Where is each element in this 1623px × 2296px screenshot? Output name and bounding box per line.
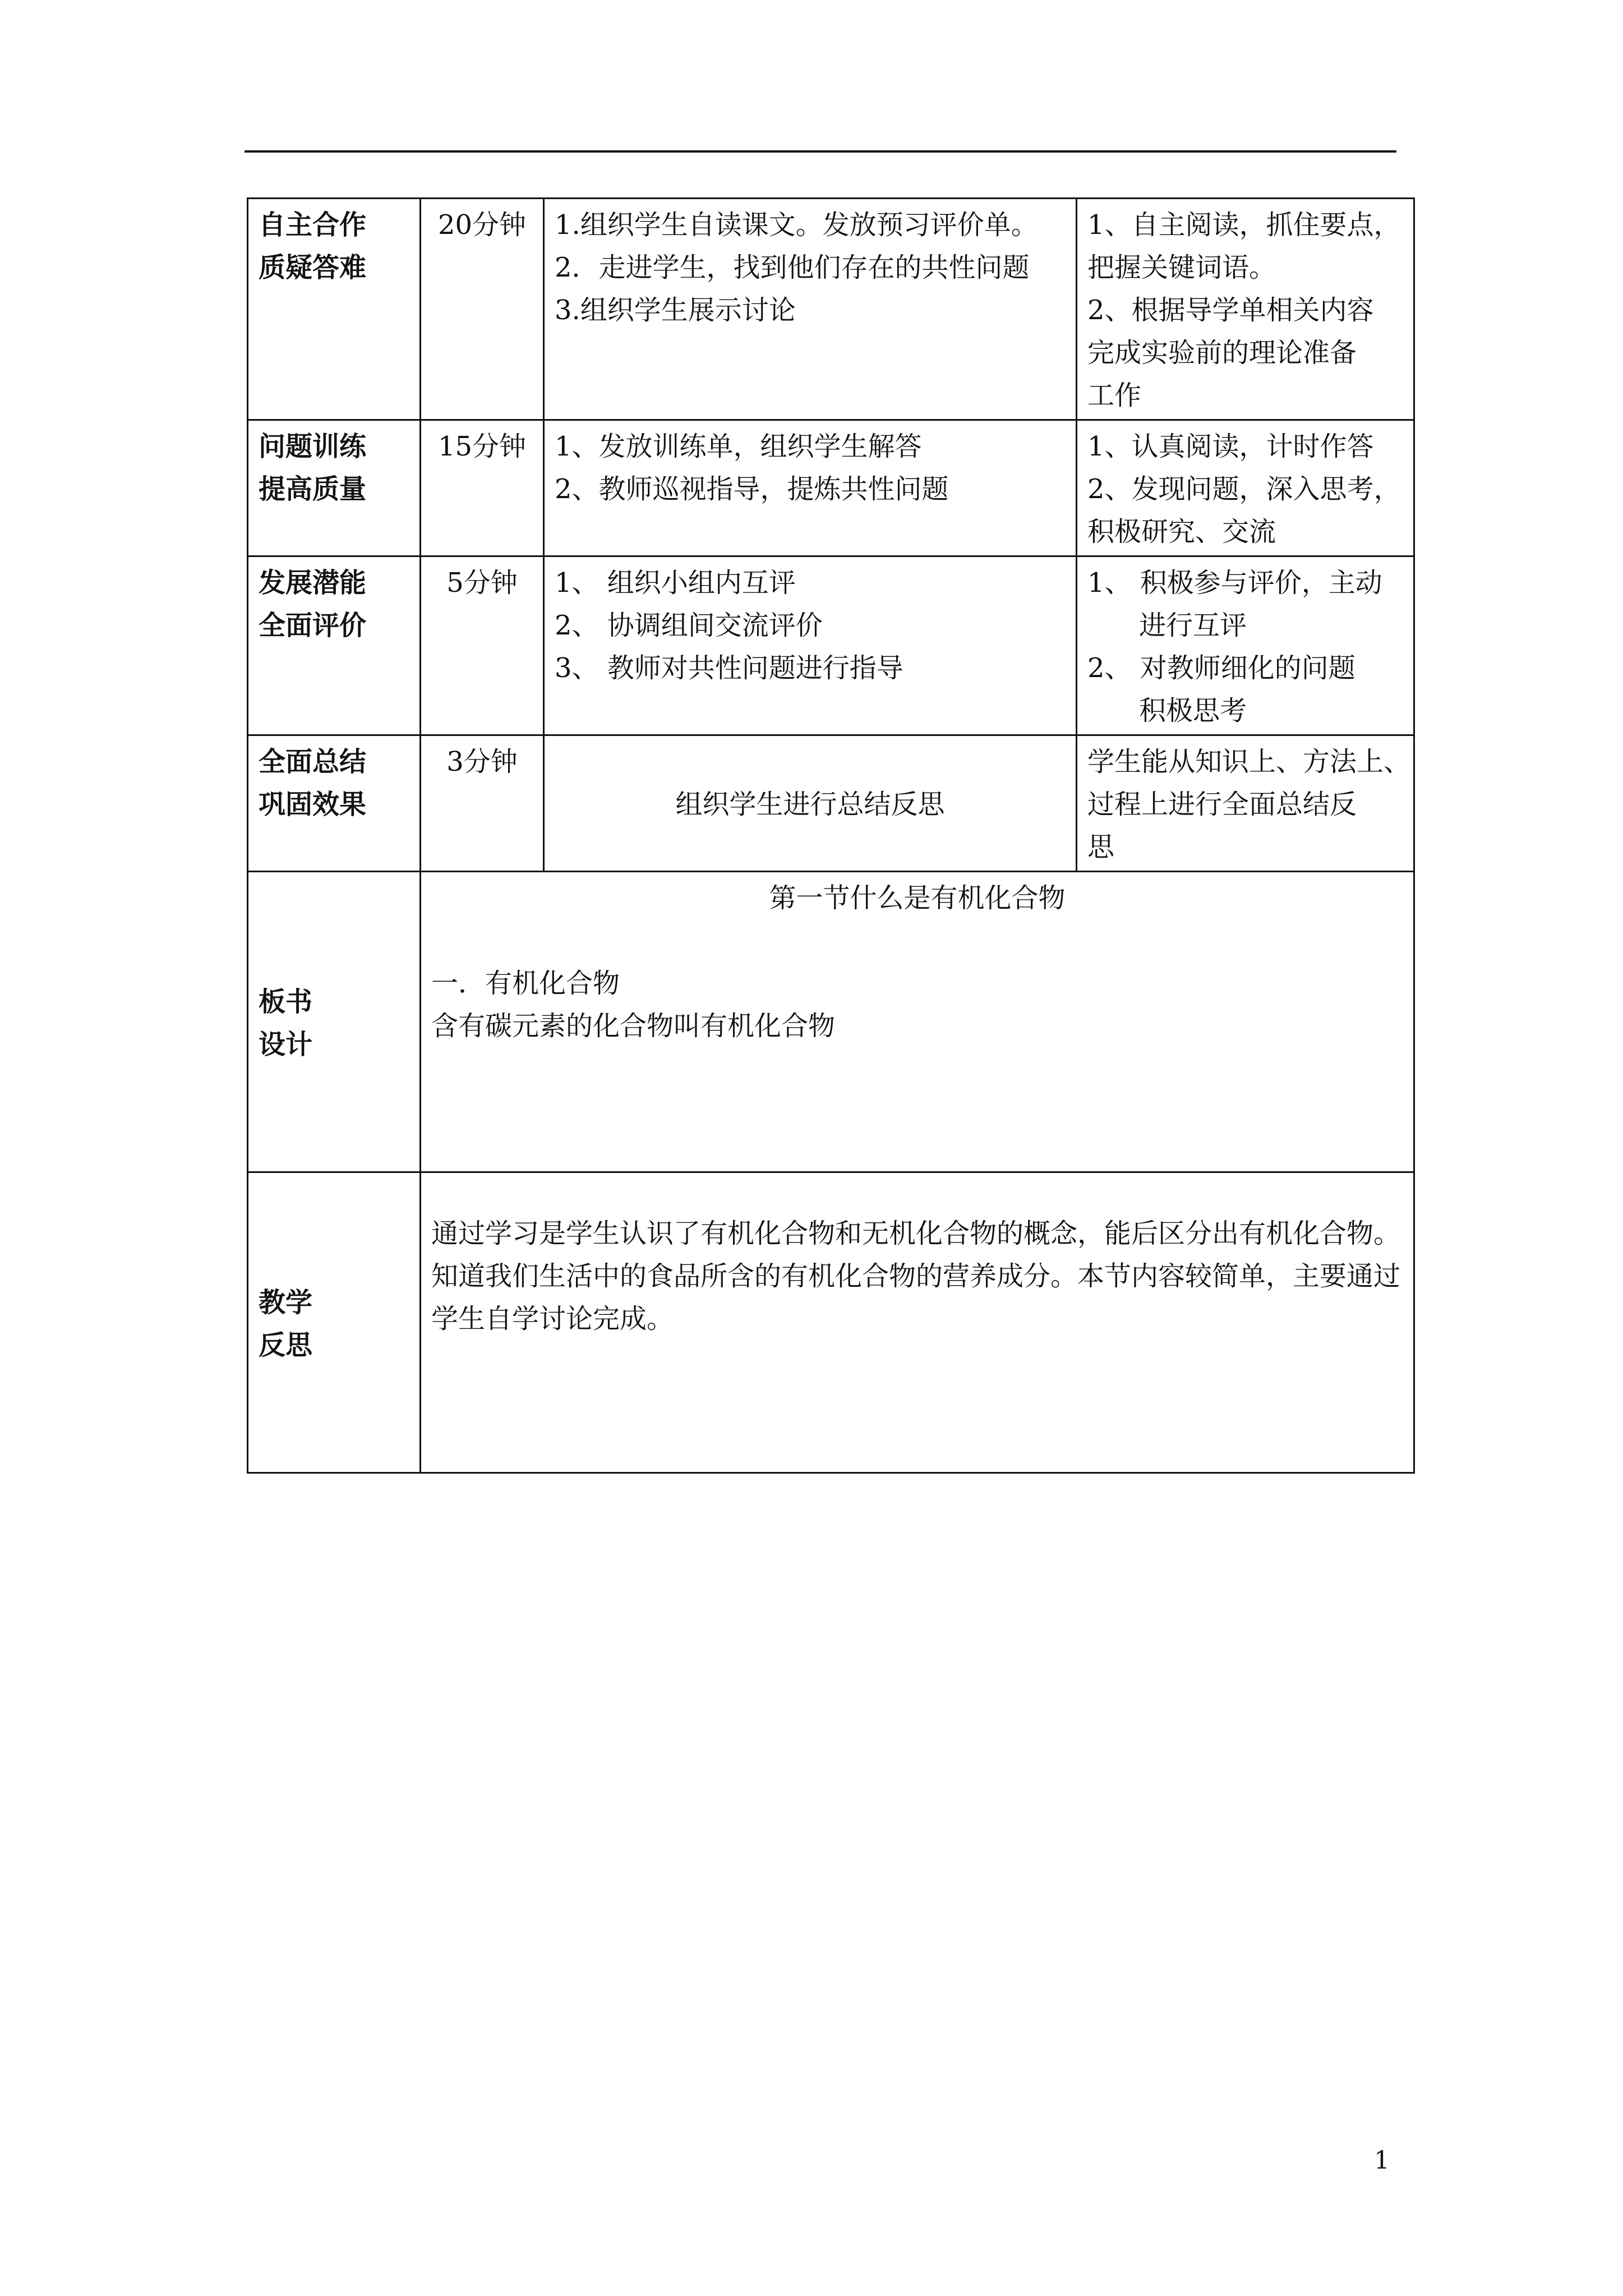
- table-row: [248, 735, 1414, 872]
- board-design-row: [248, 872, 1414, 1172]
- stage-cell: 自主合作 质疑答难: [248, 199, 421, 420]
- reflection-label: 教学 反思: [248, 1172, 421, 1473]
- stage-cell: 发展潜能 全面评价: [248, 556, 421, 735]
- header-rule: [245, 150, 1396, 153]
- time-cell: 5分钟: [421, 556, 544, 735]
- board-definition: 含有碳元素的化合物叫有机化合物: [431, 1010, 836, 1042]
- teacher-activity-cell: 1、 组织小组内互评 2、 协调组间交流评价 3、 教师对共性问题进行指导: [544, 556, 1077, 735]
- time-cell: 15分钟: [421, 420, 544, 556]
- teacher-activity-cell: 1、发放训练单，组织学生解答 2、教师巡视指导，提炼共性问题: [544, 420, 1077, 556]
- table-row: [248, 420, 1414, 556]
- board-heading: 一．有机化合物: [431, 968, 620, 999]
- board-title: 第一节什么是有机化合物: [769, 882, 1066, 914]
- table-row: [248, 556, 1414, 735]
- student-activity-cell: 学生能从知识上、方法上、 过程上进行全面总结反 思: [1077, 735, 1414, 872]
- board-design-content: [421, 872, 1414, 1172]
- stage-cell: 全面总结 巩固效果: [248, 735, 421, 872]
- reflection-row: [248, 1172, 1414, 1473]
- board-design-label: 板书 设计: [248, 872, 421, 1172]
- time-cell: 20分钟: [421, 199, 544, 420]
- teacher-activity-cell: 1.组织学生自读课文。发放预习评价单。 2．走进学生，找到他们存在的共性问题 3.组织学生展示讨论: [544, 199, 1077, 420]
- page-number: 1: [1374, 2146, 1390, 2175]
- student-activity-cell: 1、认真阅读，计时作答 2、发现问题，深入思考， 积极研究、交流: [1077, 420, 1414, 556]
- stage-cell: 问题训练 提高质量: [248, 420, 421, 556]
- time-cell: 3分钟: [421, 735, 544, 872]
- reflection-content: [421, 1172, 1414, 1473]
- teacher-activity-cell: 组织学生进行总结反思: [544, 735, 1077, 872]
- student-activity-cell: 1、 积极参与评价，主动 进行互评 2、 对教师细化的问题 积极思考: [1077, 556, 1414, 735]
- table-row: [248, 199, 1414, 420]
- student-activity-cell: 1、自主阅读，抓住要点， 把握关键词语。 2、根据导学单相关内容 完成实验前的理论准备 工作: [1077, 199, 1414, 420]
- reflection-text: 通过学习是学生认识了有机化合物和无机化合物的概念，能后区分出有机化合物。知道我们生活中的食品所含的有机化合物的营养成分。本节内容较简单，主要通过学生自学讨论完成。: [431, 1218, 1401, 1335]
- lesson-plan-table: [247, 197, 1415, 1474]
